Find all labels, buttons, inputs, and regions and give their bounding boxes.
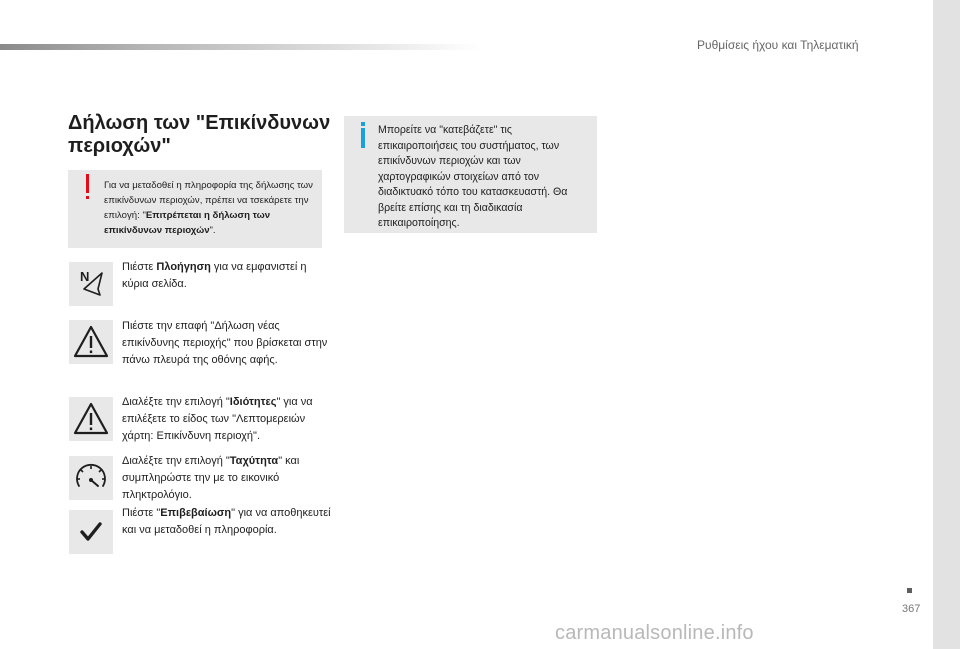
watermark: carmanualsonline.info (555, 622, 754, 644)
warning-text: Για να μεταδοθεί η πληροφορία της δήλωσης των επικίνδυνων περιοχών, πρέπει να τσεκάρετε την επιλογή: "Επιτρέπεται η δήλωση των επικίνδυνων περιοχών". (104, 180, 313, 236)
svg-text:N: N (80, 269, 90, 284)
info-box (344, 116, 597, 233)
exclamation-icon (86, 174, 89, 193)
page-marker (907, 588, 912, 593)
section-title: Ρυθμίσεις ήχου και Τηλεματική (697, 38, 859, 52)
checkmark-icon (69, 510, 113, 554)
warning-triangle-icon (69, 320, 113, 364)
warning-triangle-icon (69, 397, 113, 441)
page-heading: Δήλωση των "Επικίνδυνων περιοχών" (68, 112, 331, 157)
speedometer-icon (69, 456, 113, 500)
exclamation-dot (86, 196, 89, 199)
page-edge-strip (933, 0, 960, 649)
info-icon (361, 122, 365, 126)
step-1-text: Πιέστε Πλοήγηση για να εμφανιστεί η κύρια σελίδα. (122, 261, 307, 290)
header-gradient-bar (0, 44, 480, 50)
step-2-text: Πιέστε την επαφή "Δήλωση νέας επικίνδυνης περιοχής" που βρίσκεται στην πάνω πλευρά της οθόνης αφής. (122, 320, 328, 366)
page-number: 367 (902, 603, 921, 615)
navigation-icon (69, 262, 113, 306)
step-4-text: Διαλέξτε την επιλογή "Ταχύτητα" και συμπληρώστε την με το εικονικό πληκτρολόγιο. (122, 455, 300, 501)
warning-box (68, 170, 322, 248)
step-3-text: Διαλέξτε την επιλογή "Ιδιότητες" για να επιλέξετε το είδος των "Λεπτομερειών χάρτη: Επικίνδυνη περιοχή". (122, 396, 313, 442)
info-text: Μπορείτε να "κατεβάζετε" τις επικαιροποιήσεις του συστήματος, των επικίνδυνων περιοχών και των χαρτογραφικών στοιχείων από τον διαδικτυακό τόπο του κατασκευαστή. Θα βρείτε επίσης και τη διαδικασία επικαιροποίησης. (378, 124, 568, 229)
info-icon-bar (361, 128, 365, 148)
step-5-text: Πιέστε "Επιβεβαίωση" για να αποθηκευτεί και να μεταδοθεί η πληροφορία. (122, 507, 331, 536)
